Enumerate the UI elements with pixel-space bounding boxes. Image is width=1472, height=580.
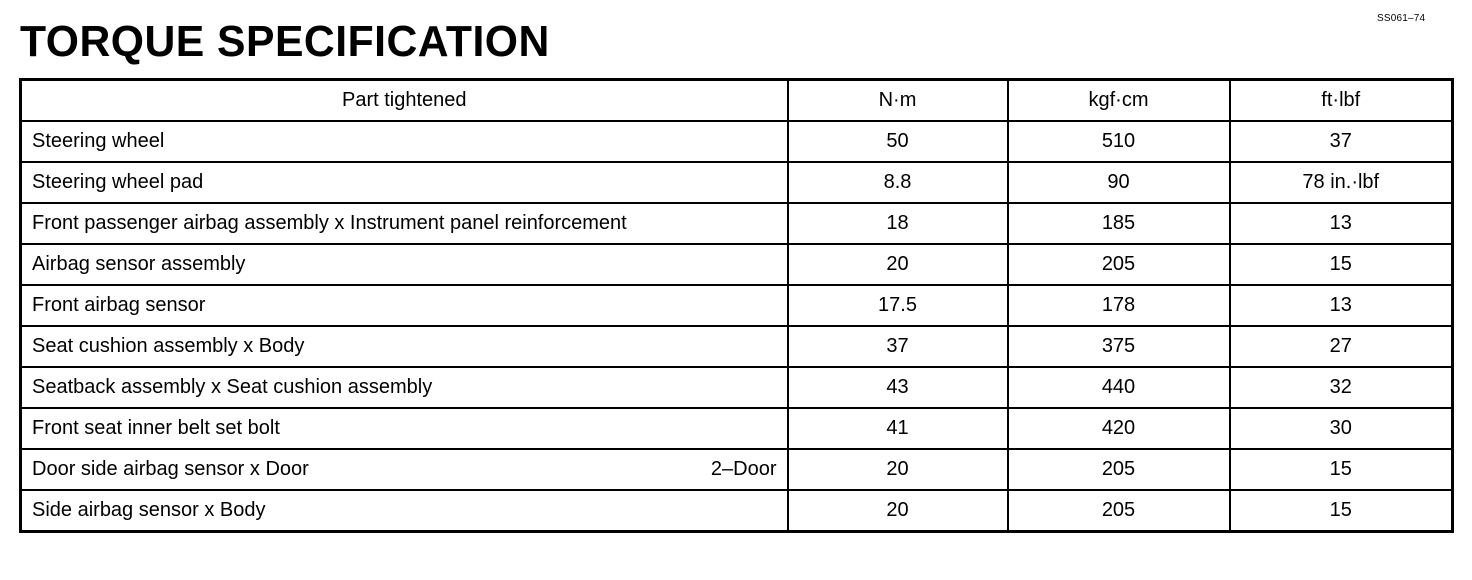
table-row — [21, 449, 1453, 490]
part-cell — [21, 449, 788, 490]
part-cell: Seat cushion assembly x Body — [21, 326, 788, 367]
table-header-row — [21, 80, 1453, 122]
part-cell: Front airbag sensor — [21, 285, 788, 326]
torque-spec-table — [19, 78, 1454, 533]
nm-cell: 18 — [788, 203, 1008, 244]
ft-cell: 78 in.·lbf — [1230, 162, 1453, 203]
table-row — [21, 326, 1453, 367]
ft-cell: 27 — [1230, 326, 1453, 367]
kgf-cell: 178 — [1008, 285, 1230, 326]
column-header-kgf: kgf·cm — [1008, 80, 1230, 122]
kgf-cell: 420 — [1008, 408, 1230, 449]
nm-cell: 41 — [788, 408, 1008, 449]
kgf-cell: 205 — [1008, 490, 1230, 532]
part-cell: Front seat inner belt set bolt — [21, 408, 788, 449]
nm-cell: 20 — [788, 449, 1008, 490]
kgf-cell: 375 — [1008, 326, 1230, 367]
part-cell: Airbag sensor assembly — [21, 244, 788, 285]
document-code: SS061–74 — [1377, 13, 1426, 24]
nm-cell: 20 — [788, 244, 1008, 285]
ft-cell: 32 — [1230, 367, 1453, 408]
page-title: TORQUE SPECIFICATION — [20, 17, 550, 66]
table-row — [21, 408, 1453, 449]
nm-cell: 50 — [788, 121, 1008, 162]
column-header-part: Part tightened — [21, 80, 788, 122]
kgf-cell: 205 — [1008, 244, 1230, 285]
ft-cell: 15 — [1230, 490, 1453, 532]
nm-cell: 20 — [788, 490, 1008, 532]
table-row — [21, 244, 1453, 285]
nm-cell: 43 — [788, 367, 1008, 408]
kgf-cell: 440 — [1008, 367, 1230, 408]
table-row — [21, 203, 1453, 244]
column-header-ft: ft·lbf — [1230, 80, 1453, 122]
part-cell: Side airbag sensor x Body — [21, 490, 788, 532]
table-row — [21, 121, 1453, 162]
table-row — [21, 367, 1453, 408]
nm-cell: 17.5 — [788, 285, 1008, 326]
kgf-cell: 90 — [1008, 162, 1230, 203]
table-row — [21, 490, 1453, 532]
nm-cell: 8.8 — [788, 162, 1008, 203]
kgf-cell: 185 — [1008, 203, 1230, 244]
part-cell: Steering wheel pad — [21, 162, 788, 203]
ft-cell: 15 — [1230, 244, 1453, 285]
ft-cell: 37 — [1230, 121, 1453, 162]
table-row — [21, 285, 1453, 326]
ft-cell: 13 — [1230, 285, 1453, 326]
part-cell: Front passenger airbag assembly x Instrument panel reinforcement — [21, 203, 788, 244]
ft-cell: 30 — [1230, 408, 1453, 449]
part-cell-content — [32, 458, 787, 481]
table-row — [21, 162, 1453, 203]
part-label: Door side airbag sensor x Door — [32, 458, 309, 480]
part-cell: Seatback assembly x Seat cushion assembly — [21, 367, 788, 408]
part-note: 2–Door — [710, 458, 777, 480]
ft-cell: 15 — [1230, 449, 1453, 490]
column-header-nm: N·m — [788, 80, 1008, 122]
part-cell: Steering wheel — [21, 121, 788, 162]
kgf-cell: 205 — [1008, 449, 1230, 490]
nm-cell: 37 — [788, 326, 1008, 367]
ft-cell: 13 — [1230, 203, 1453, 244]
kgf-cell: 510 — [1008, 121, 1230, 162]
